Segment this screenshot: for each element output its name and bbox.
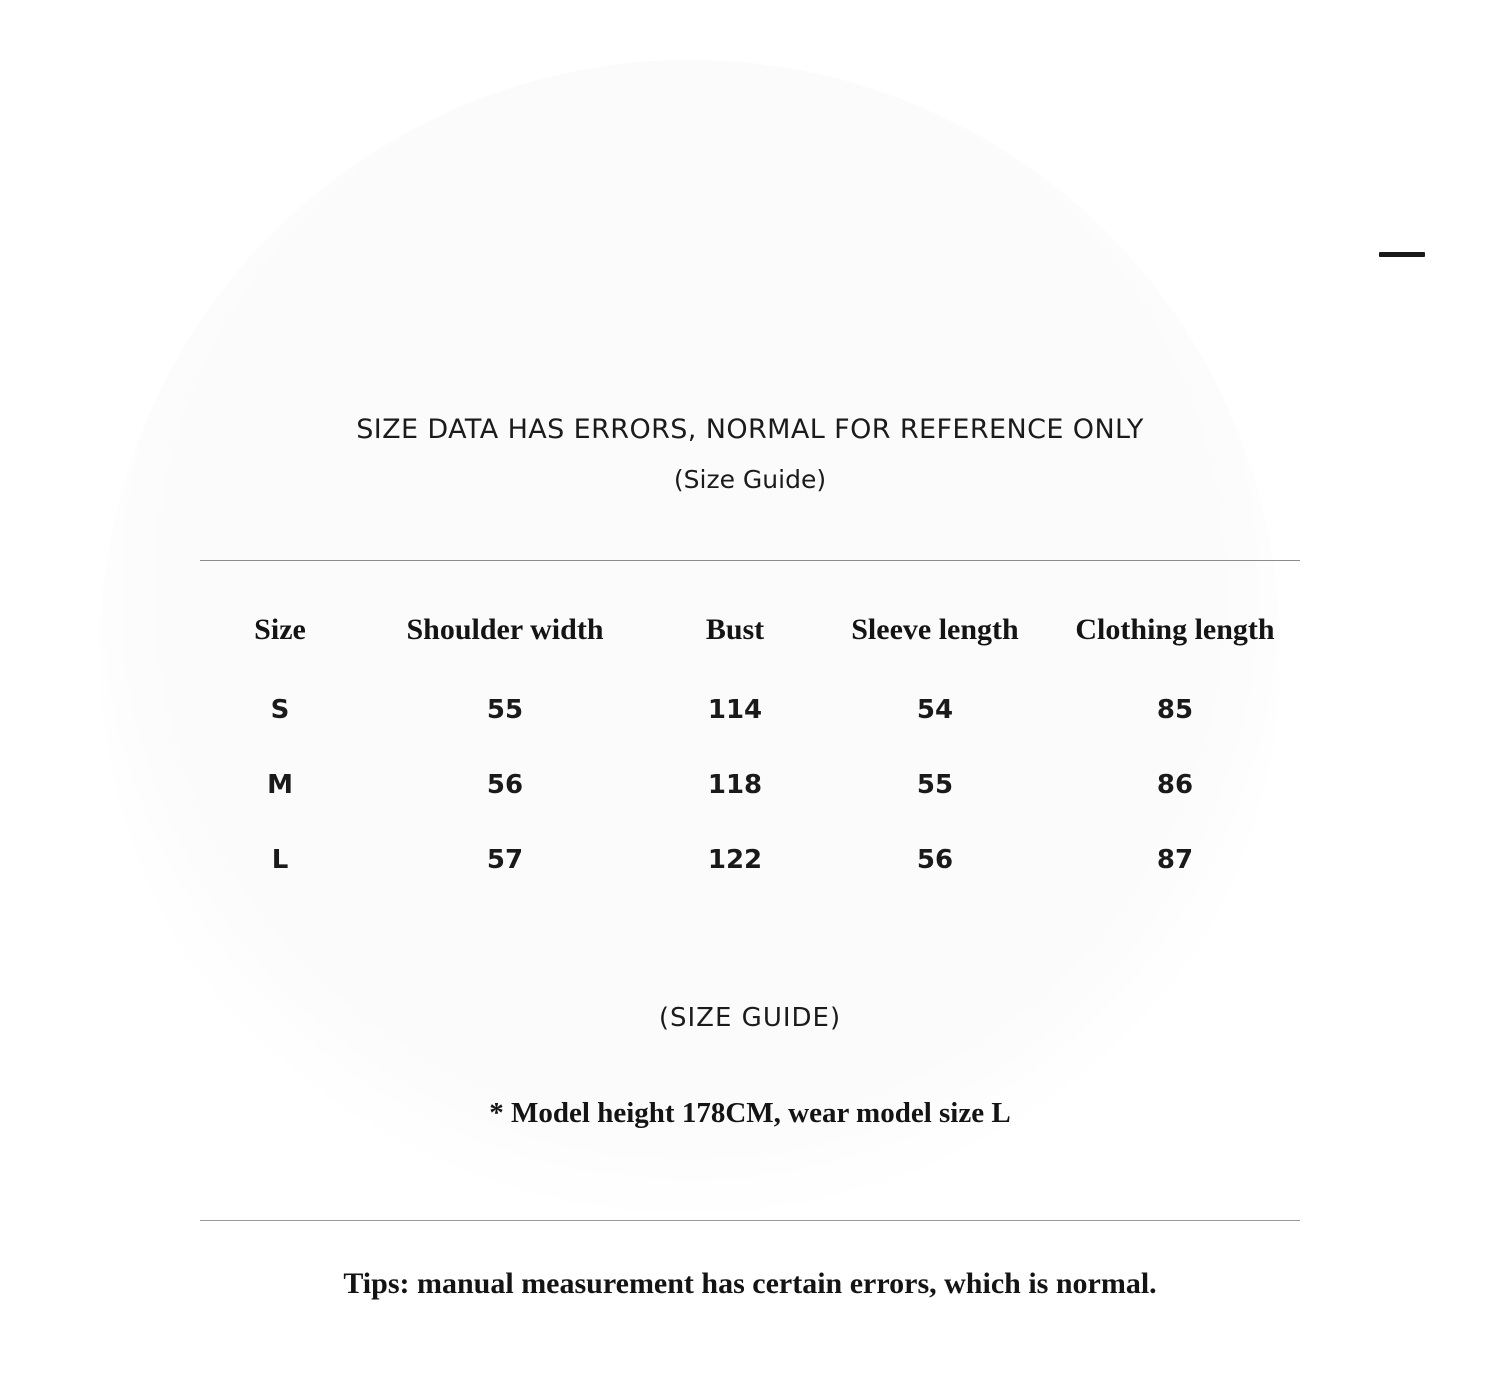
- column-header-sleeve-length: Sleeve length: [851, 613, 1019, 646]
- cell-bust: 114: [707, 695, 763, 725]
- cell-size: M: [267, 770, 293, 800]
- cell-size: S: [270, 695, 290, 725]
- cell-clothing-length: 85: [1156, 695, 1194, 725]
- cell-shoulder-width: 55: [486, 695, 524, 725]
- tips-note: Tips: manual measurement has certain errors, which is normal.: [343, 1267, 1157, 1300]
- table-row: [200, 800, 1300, 875]
- cell-shoulder-width: 56: [486, 770, 524, 800]
- cell-size: L: [271, 845, 289, 875]
- cell-sleeve-length: 54: [916, 695, 954, 725]
- page-title: SIZE DATA HAS ERRORS, NORMAL FOR REFERENCE ONLY: [356, 414, 1144, 445]
- divider-bottom: [200, 1220, 1300, 1221]
- size-table: [200, 561, 1300, 875]
- cell-clothing-length: 86: [1156, 770, 1194, 800]
- cell-sleeve-length: 55: [916, 770, 954, 800]
- table-row: [200, 725, 1300, 800]
- model-note: * Model height 178CM, wear model size L: [489, 1097, 1011, 1129]
- cell-shoulder-width: 57: [486, 845, 524, 875]
- size-guide-caption: (SIZE GUIDE): [658, 1003, 842, 1033]
- table-header-row: [200, 561, 1300, 647]
- cell-sleeve-length: 56: [916, 845, 954, 875]
- column-header-shoulder-width: Shoulder width: [406, 613, 604, 646]
- column-header-size: Size: [254, 613, 306, 646]
- column-header-bust: Bust: [705, 613, 765, 646]
- table-row: [200, 647, 1300, 725]
- column-header-clothing-length: Clothing length: [1075, 613, 1275, 646]
- cell-bust: 122: [707, 845, 763, 875]
- page-subtitle: (Size Guide): [673, 465, 827, 494]
- cell-bust: 118: [707, 770, 763, 800]
- cell-clothing-length: 87: [1156, 845, 1194, 875]
